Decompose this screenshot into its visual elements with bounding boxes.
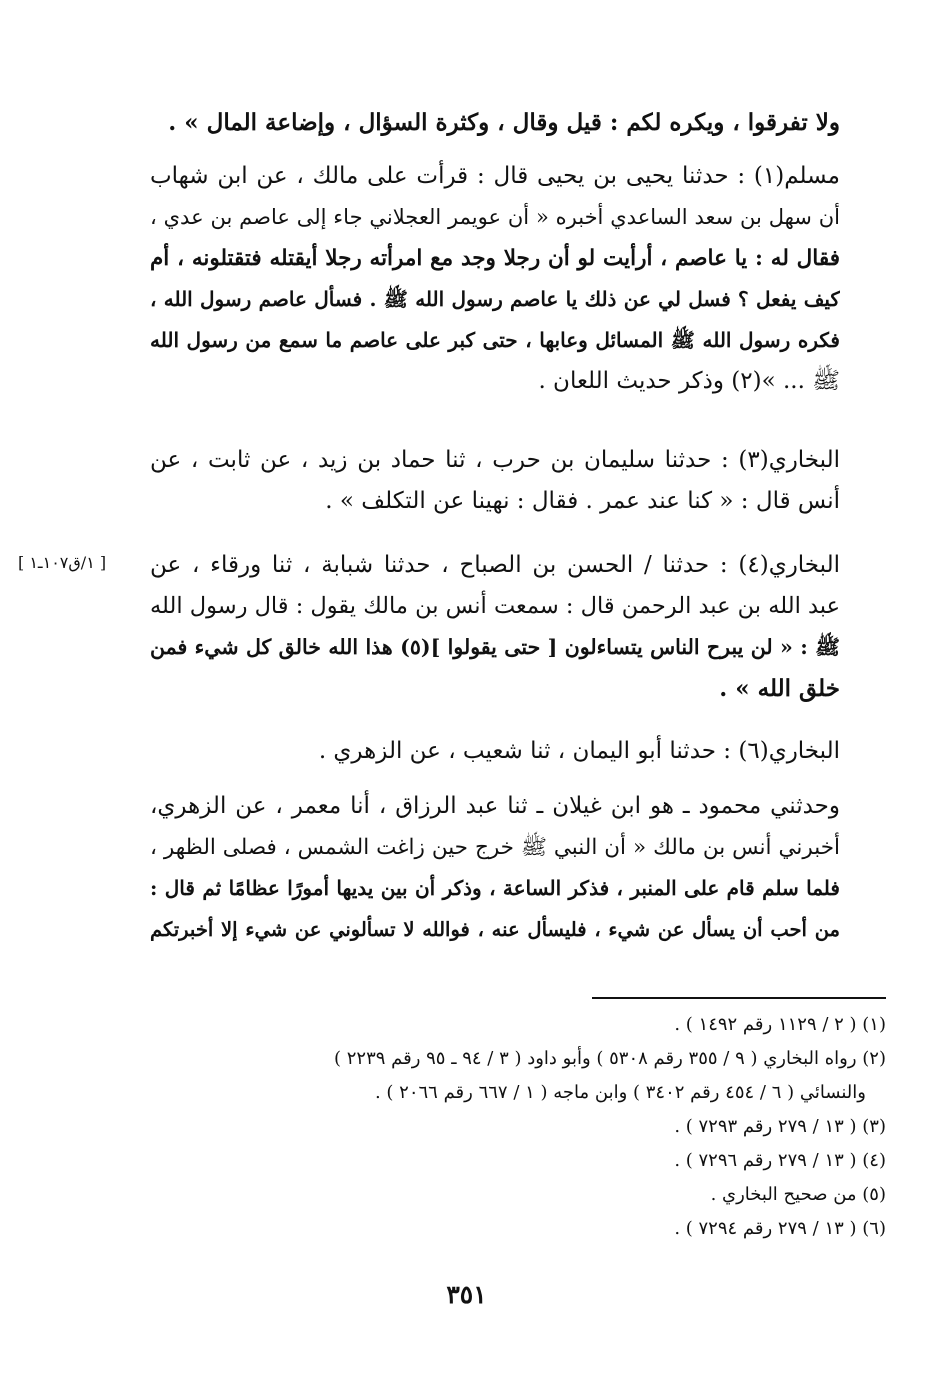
text-line: خلق الله » .: [719, 675, 840, 702]
paragraph-2: [150, 156, 840, 402]
footnote: (٥) من صحيح البخاري .: [710, 1184, 886, 1205]
margin-manuscript-reference: [ ١/ق١٠٧ـ١ ]: [18, 553, 107, 572]
footnote: (٣) ( ١٣ / ٢٧٩ رقم ٧٢٩٣ ) .: [674, 1116, 886, 1137]
footnote: (١) ( ٢ / ١١٢٩ رقم ١٤٩٢ ) .: [674, 1014, 886, 1035]
text-line: عبد الله بن عبد الرحمن قال : سمعت أنس بن مالك يقول : قال رسول الله: [150, 593, 840, 619]
text-line: أن سهل بن سعد الساعدي أخبره « أن عويمر العجلاني جاء إلى عاصم بن عدي ،: [150, 205, 840, 229]
text-line: وحدثني محمود ـ هو ابن غيلان ـ ثنا عبد الرزاق ، أنا معمر ، عن الزهري،: [150, 793, 840, 819]
text-line: فقال له : يا عاصم ، أرأيت لو أن رجلا وجد مع امرأته رجلا أيقتله فتقتلونه ، أم: [150, 246, 840, 271]
footnote-continuation: والنسائي ( ٦ / ٤٥٤ رقم ٣٤٠٢ ) وابن ماجه ( ١ / ٦٦٧ رقم ٢٠٦٦ ) .: [374, 1082, 866, 1103]
text-line: مسلم(١) : حدثنا يحيى بن يحيى قال : قرأت على مالك ، عن ابن شهاب: [150, 163, 840, 189]
text-line: البخاري(٣) : حدثنا سليمان بن حرب ، ثنا حماد بن زيد ، عن ثابت ، عن: [150, 447, 840, 473]
footnote: (٤) ( ١٣ / ٢٧٩ رقم ٧٢٩٦ ) .: [674, 1150, 886, 1171]
footnotes: [150, 1008, 886, 1246]
text-line: فلما سلم قام على المنبر ، فذكر الساعة ، وذكر أن بين يديها أمورًا عظامًا ثم قال :: [150, 876, 840, 900]
text-line: ولا تفرقوا ، ويكره لكم : قيل وقال ، وكثرة السؤال ، وإضاعة المال » .: [168, 109, 840, 136]
text-line: أخبرني أنس بن مالك « أن النبي ﷺ خرج حين زاغت الشمس ، فصلى الظهر ،: [150, 835, 840, 860]
text-line: من أحب أن يسأل عن شيء ، فليسأل عنه ، فوالله لا تسألوني عن شيء إلا أخبرتكم: [150, 918, 840, 941]
footnote: (٦) ( ١٣ / ٢٧٩ رقم ٧٢٩٤ ) .: [674, 1218, 886, 1239]
text-line: أنس قال : « كنا عند عمر . فقال : نهينا عن التكلف » .: [325, 488, 840, 514]
text-line: فكره رسول الله ﷺ المسائل وعابها ، حتى كبر على عاصم ما سمع من رسول الله: [150, 328, 840, 352]
text-line: البخاري(٤) : حدثنا / الحسن بن الصباح ، حدثنا شبابة ، ثنا ورقاء ، عن: [150, 552, 840, 578]
text-line: البخاري(٦) : حدثنا أبو اليمان ، ثنا شعيب ، عن الزهري .: [318, 738, 840, 764]
text-line: ﷺ : « لن يبرح الناس يتساءلون [ حتى يقولوا ](٥) هذا الله خالق كل شيء فمن: [150, 635, 840, 659]
paragraph-3: [150, 440, 840, 522]
page-number: ٣٥١: [446, 1280, 487, 1309]
paragraph-4: [150, 545, 840, 709]
paragraph-6: [150, 786, 840, 950]
paragraph-1: [150, 102, 840, 143]
footnote-separator: [592, 997, 886, 999]
footnote: (٢) رواه البخاري ( ٩ / ٣٥٥ رقم ٥٣٠٨ ) وأبو داود ( ٣ / ٩٤ ـ ٩٥ رقم ٢٢٣٩ ): [333, 1048, 886, 1069]
text-line: كيف يفعل ؟ فسل لي عن ذلك يا عاصم رسول الله ﷺ . فسأل عاصم رسول الله ،: [150, 287, 840, 311]
text-line: ﷺ ... »(٢) وذكر حديث اللعان .: [538, 368, 840, 394]
paragraph-5: [150, 731, 840, 772]
